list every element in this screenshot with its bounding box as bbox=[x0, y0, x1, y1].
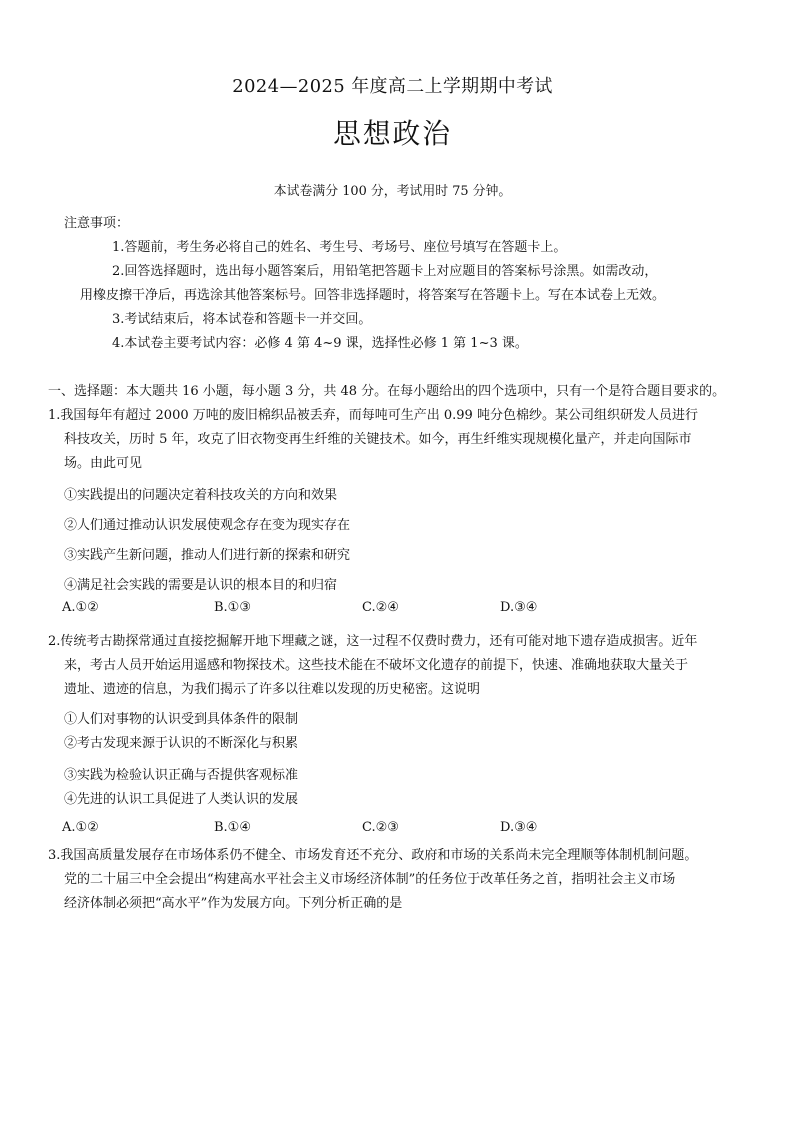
q2-stem-line-3: 遗址、遗迹的信息，为我们揭示了许多以往难以发现的历史秘密。这说明 bbox=[64, 682, 481, 697]
q2-statement-3: ③实践为检验认识正确与否提供客观标准 bbox=[64, 768, 299, 783]
subject-title: 思想政治 bbox=[333, 117, 452, 150]
q2-statement-2: ②考古发现来源于认识的不断深化与积累 bbox=[64, 736, 299, 751]
q2-stem-line-2: 来，考古人员开始运用遥感和物探技术。这些技术能在不破坏文化遗存的前提下，快速、准确地获取大量关于 bbox=[64, 658, 689, 673]
intro-text: 本试卷满分 100 分，考试用时 75 分钟。 bbox=[273, 184, 512, 199]
q3-stem-line-3: 经济体制必须把“高水平”作为发展方向。下列分析正确的是 bbox=[64, 896, 403, 911]
exam-title: 2024—2025 年度高二上学期期中考试 bbox=[232, 76, 553, 97]
notes-item-2-line-2: 用橡皮擦干净后，再选涂其他答案标号。回答非选择题时，将答案写在答题卡上。写在本试卷上无效。 bbox=[80, 288, 666, 303]
notes-item-2-line-1: 2.回答选择题时，选出每小题答案后，用铅笔把答题卡上对应题目的答案标号涂黑。如需改动， bbox=[112, 264, 658, 279]
q2-statement-4: ④先进的认识工具促进了人类认识的发展 bbox=[64, 792, 299, 807]
q2-option-d: D.③④ bbox=[500, 820, 538, 835]
q1-option-d: D.③④ bbox=[500, 600, 538, 615]
q1-statement-2: ②人们通过推动认识发展使观念存在变为现实存在 bbox=[64, 518, 351, 533]
q1-stem-line-1: 1.我国每年有超过 2000 万吨的废旧棉织品被丢弃，而每吨可生产出 0.99 吨分色棉纱。某公司组织研发人员进行 bbox=[48, 408, 698, 423]
q1-statement-3: ③实践产生新问题，推动人们进行新的探索和研究 bbox=[64, 548, 351, 563]
q1-statement-4: ④满足社会实践的需要是认识的根本目的和归宿 bbox=[64, 578, 338, 593]
notes-heading: 注意事项： bbox=[64, 216, 130, 231]
notes-item-3: 3.考试结束后，将本试卷和答题卡一并交回。 bbox=[112, 312, 372, 327]
q2-option-c: C.②③ bbox=[362, 820, 399, 835]
q2-option-b: B.①④ bbox=[214, 820, 251, 835]
q1-statement-1: ①实践提出的问题决定着科技攻关的方向和效果 bbox=[64, 488, 338, 503]
q1-option-a: A.①② bbox=[62, 600, 99, 615]
q1-option-c: C.②④ bbox=[362, 600, 399, 615]
q3-stem-line-2: 党的二十届三中全会提出“构建高水平社会主义市场经济体制”的任务位于改革任务之首，指明社会主义市场 bbox=[64, 872, 676, 887]
q1-stem-line-2: 科技攻关，历时 5 年，攻克了旧衣物变再生纤维的关键技术。如今，再生纤维实现规模化量产，并走向国际市 bbox=[64, 432, 692, 447]
q2-option-a: A.①② bbox=[62, 820, 99, 835]
q2-stem-line-1: 2.传统考古勘探常通过直接挖掘解开地下埋藏之谜，这一过程不仅费时费力，还有可能对地下遗存造成损害。近年 bbox=[48, 634, 698, 649]
q3-stem-line-1: 3.我国高质量发展存在市场体系仍不健全、市场发育还不充分、政府和市场的关系尚未完全理顺等体制机制问题。 bbox=[48, 848, 698, 863]
q1-stem-line-3: 场。由此可见 bbox=[64, 456, 143, 471]
q1-option-b: B.①③ bbox=[214, 600, 251, 615]
section-1-heading: 一、选择题：本大题共 16 小题，每小题 3 分，共 48 分。在每小题给出的四个选项中，只有一个是符合题目要求的。 bbox=[48, 384, 726, 399]
notes-item-4: 4.本试卷主要考试内容：必修 4 第 4~9 课，选择性必修 1 第 1~3 课。 bbox=[112, 336, 528, 351]
notes-item-1: 1.答题前，考生务必将自己的姓名、考生号、考场号、座位号填写在答题卡上。 bbox=[112, 240, 567, 255]
q2-statement-1: ①人们对事物的认识受到具体条件的限制 bbox=[64, 712, 299, 727]
